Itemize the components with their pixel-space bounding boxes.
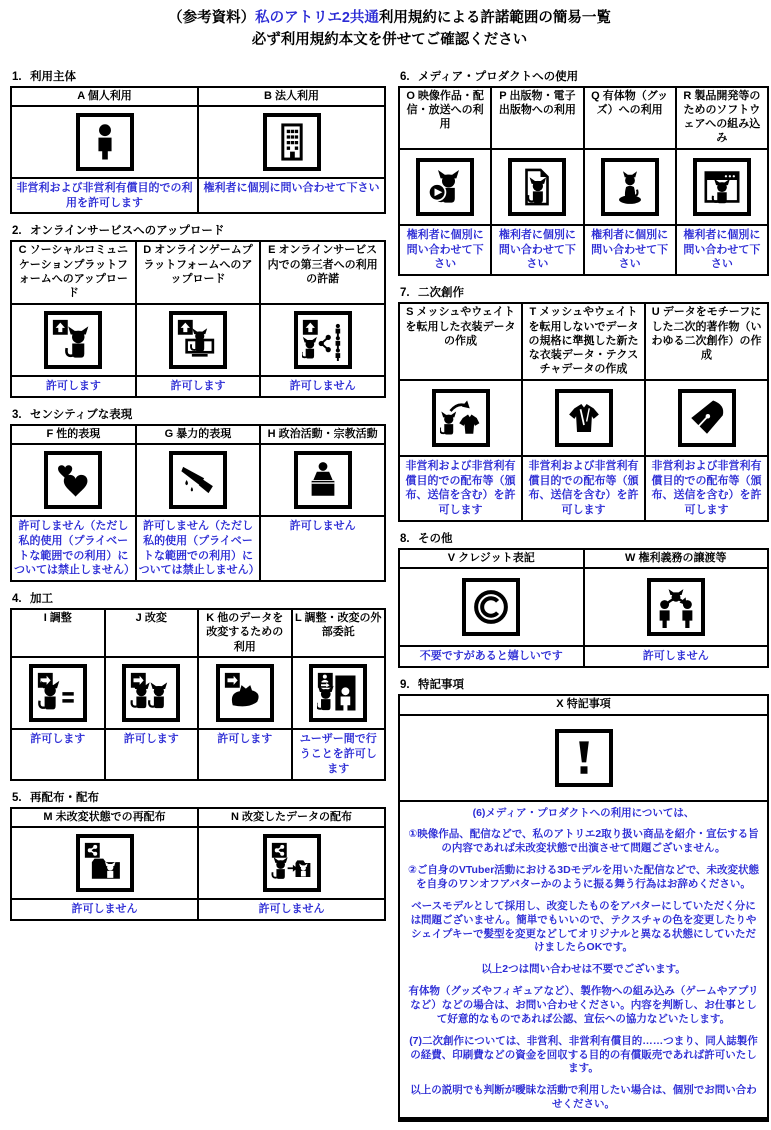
section-label-s4: [12, 590, 386, 606]
section-number: 1.: [12, 70, 22, 83]
icon-row: [11, 444, 385, 516]
icon-frame: [122, 664, 180, 722]
cell-icon-A: [11, 106, 198, 178]
icon-frame: [169, 311, 227, 369]
credit-icon: [470, 586, 512, 628]
goods-icon: [609, 166, 651, 208]
section-title: 利用主体: [30, 70, 76, 83]
software-icon: [701, 166, 743, 208]
video-icon: [424, 166, 466, 208]
icon-frame: [76, 113, 134, 171]
cell-icon-C: [11, 304, 136, 376]
matrix-s3: [10, 424, 386, 583]
section-number: 8.: [400, 533, 410, 546]
note-paragraph: (6)メディア・プロダクトへの利用については、: [472, 806, 695, 819]
icon-frame: [44, 311, 102, 369]
cell-status-I: 許可します: [11, 729, 105, 780]
cell-header-B: B 法人利用: [198, 87, 385, 106]
section-s6: [398, 68, 769, 277]
section-title: メディア・プロダクトへの使用: [418, 70, 579, 83]
section-title: センシティブな表現: [30, 408, 133, 421]
outsource-icon: [317, 672, 359, 714]
icon-frame: [601, 158, 659, 216]
section-number: 5.: [12, 791, 22, 804]
icon-frame: [462, 578, 520, 636]
cell-header-M: M 未改変状態での再配布: [11, 808, 198, 827]
icon-row: [11, 827, 385, 899]
header-row: [399, 303, 768, 379]
two-column-layout: [10, 68, 769, 1130]
section-label-s2: [12, 222, 386, 238]
section-title: 二次創作: [418, 287, 464, 300]
note-paragraph: 以上2つは問い合わせは不要でございます。: [481, 963, 686, 976]
cell-header-D: D オンラインゲームプラットフォームへのアップロード: [136, 241, 261, 303]
note-paragraph: ベースモデルとして採用し、改変したものをアバターにしていただく分には問題ございません。簡単でもいいので、テクスチャの色を変更したりやシェイプキーで髪型を変更などしてオリジナルと異なる状態にしていただけましたらOKです。: [410, 899, 757, 954]
title-prefix: （参考資料）: [168, 10, 256, 26]
title-subtitle: 必ず利用規約本文を併せてご確認ください: [251, 31, 528, 48]
notes-icon: [563, 737, 605, 779]
matrix-s9: [398, 694, 769, 1122]
section-title: 加工: [30, 593, 53, 606]
section-number: 7.: [400, 287, 410, 300]
sexual-icon: [52, 459, 94, 501]
upload-service-icon: [302, 319, 344, 361]
status-row: [11, 516, 385, 581]
cell-header-K: K 他のデータを改変するための利用: [198, 609, 292, 657]
cell-icon-S: [399, 380, 522, 456]
header-row: [11, 87, 385, 106]
cell-icon-J: [105, 657, 199, 729]
cell-status-O: 権利者に個別に問い合わせて下さい: [399, 225, 491, 276]
header-row: [399, 695, 768, 714]
section-s1: [10, 68, 386, 215]
status-row: [11, 376, 385, 397]
cell-icon-U: [645, 380, 768, 456]
status-row: [11, 729, 385, 780]
modify-others-icon: [224, 672, 266, 714]
header-row: [11, 808, 385, 827]
upload-game-icon: [177, 319, 219, 361]
icon-row: [399, 715, 768, 801]
section-s3: [10, 406, 386, 583]
cell-icon-W: [584, 568, 769, 646]
title-brand: 私のアトリエ2共通: [255, 10, 379, 26]
matrix-s8: [398, 548, 769, 668]
derivative-icon: [686, 397, 728, 439]
status-row: [399, 225, 768, 276]
section-title: その他: [418, 533, 453, 546]
cell-header-E: E オンラインサービス内での第三者への利用の許諾: [260, 241, 385, 303]
icon-frame: [29, 664, 87, 722]
cell-header-U: U データをモチーフにした二次的著作物（いわゆる二次創作）の作成: [645, 303, 768, 379]
costume-new-icon: [563, 397, 605, 439]
section-label-s6: [400, 68, 769, 84]
cell-status-E: 許可しません: [260, 376, 385, 397]
section-s7: [398, 284, 769, 522]
icon-frame: [169, 451, 227, 509]
adjust-icon: [37, 672, 79, 714]
icon-frame: [693, 158, 751, 216]
icon-row: [399, 380, 768, 456]
note-paragraph: ①映像作品、配信などで、私のアトリエ2取り扱い商品を紹介・宣伝する旨の内容であれば未改変状態で出演させて問題ございません。: [408, 828, 759, 855]
page-title: [10, 8, 769, 52]
cell-icon-G: [136, 444, 261, 516]
section-label-s9: [400, 676, 769, 692]
section-label-s5: [12, 789, 386, 805]
cell-icon-K: [198, 657, 292, 729]
cell-icon-V: [399, 568, 584, 646]
cell-icon-R: [676, 149, 768, 225]
violence-icon: [177, 459, 219, 501]
icon-frame: [555, 389, 613, 447]
icon-row: [399, 568, 768, 646]
left-column: [10, 68, 386, 929]
icon-frame: [508, 158, 566, 216]
notes-cell: [399, 801, 768, 1120]
status-row: [11, 899, 385, 920]
icon-frame: [309, 664, 367, 722]
cell-icon-O: [399, 149, 491, 225]
cell-header-O: O 映像作品・配信・放送への利用: [399, 87, 491, 149]
cell-header-F: F 性的表現: [11, 425, 136, 444]
cell-header-L: L 調整・改変の外部委託: [292, 609, 386, 657]
cell-status-U: 非営利および非営利有償目的での配布等（頒布、送信を含む）を許可します: [645, 456, 768, 521]
person-icon: [84, 121, 126, 163]
cell-icon-P: [491, 149, 583, 225]
cell-header-I: I 調整: [11, 609, 105, 657]
section-label-s3: [12, 406, 386, 422]
icon-frame: [263, 834, 321, 892]
cell-header-P: P 出版物・電子出版物への利用: [491, 87, 583, 149]
matrix-s1: [10, 86, 386, 215]
building-icon: [271, 121, 313, 163]
note-paragraph: ②ご自身のVTuber活動における3Dモデルを用いた配信などで、未改変状態を自身のワンオフアバターかのように振る舞う行為はお辞めください。: [408, 864, 759, 890]
section-title: 再配布・配布: [30, 791, 99, 804]
section-label-s7: [400, 284, 769, 300]
section-title: 特記事項: [418, 679, 464, 692]
cell-status-R: 権利者に個別に問い合わせて下さい: [676, 225, 768, 276]
cell-header-X: X 特記事項: [399, 695, 768, 714]
publication-icon: [516, 166, 558, 208]
cell-header-G: G 暴力的表現: [136, 425, 261, 444]
matrix-s7: [398, 302, 769, 522]
cell-header-T: T メッシュやウェイトを転用しないでデータの規格に準拠した新たな衣装データ・テクスチャデータの作成: [522, 303, 645, 379]
section-s4: [10, 590, 386, 780]
modify-icon: [130, 672, 172, 714]
icon-frame: [647, 578, 705, 636]
cell-status-T: 非営利および非営利有償目的での配布等（頒布、送信を含む）を許可します: [522, 456, 645, 521]
header-row: [399, 549, 768, 568]
icon-frame: [44, 451, 102, 509]
notes-row: [399, 801, 768, 1120]
header-row: [11, 425, 385, 444]
politics-icon: [302, 459, 344, 501]
cell-icon-E: [260, 304, 385, 376]
icon-frame: [263, 113, 321, 171]
cell-status-L: ユーザー間で行うことを許可します: [292, 729, 386, 780]
redistribute-icon: [84, 842, 126, 884]
icon-frame: [678, 389, 736, 447]
cell-status-B: 権利者に個別に問い合わせて下さい: [198, 178, 385, 214]
section-s2: [10, 222, 386, 397]
cell-status-V: 不要ですがあると嬉しいです: [399, 646, 584, 667]
section-number: 3.: [12, 408, 22, 421]
matrix-s2: [10, 240, 386, 397]
cell-icon-L: [292, 657, 386, 729]
cell-icon-F: [11, 444, 136, 516]
note-paragraph: 有体物（グッズやフィギュアなど）、製作物への組み込み（ゲームやアプリなど）などの場合は、お問い合わせください。内容を判断し、お仕事として好意的なものであれば公認、宣伝への協力などいたします。: [408, 985, 759, 1025]
title-suffix: 利用規約による許諾範囲の簡易一覧: [378, 10, 611, 26]
cell-status-N: 許可しません: [198, 899, 385, 920]
status-row: [399, 646, 768, 667]
upload-social-icon: [52, 319, 94, 361]
matrix-s5: [10, 807, 386, 921]
cell-status-A: 非営利および非営利有償目的での利用を許可します: [11, 178, 198, 214]
section-s8: [398, 530, 769, 668]
section-number: 6.: [400, 70, 410, 83]
transfer-icon: [655, 586, 697, 628]
right-column: [398, 68, 769, 1130]
cell-icon-Q: [584, 149, 676, 225]
costume-reuse-icon: [440, 397, 482, 439]
icon-frame: [294, 451, 352, 509]
cell-header-S: S メッシュやウェイトを転用した衣装データの作成: [399, 303, 522, 379]
cell-header-Q: Q 有体物（グッズ）への利用: [584, 87, 676, 149]
matrix-s6: [398, 86, 769, 277]
cell-status-H: 許可しません: [260, 516, 385, 581]
cell-status-S: 非営利および非営利有償目的での配布等（頒布、送信を含む）を許可します: [399, 456, 522, 521]
icon-frame: [294, 311, 352, 369]
section-number: 9.: [400, 679, 410, 692]
icon-frame: [555, 729, 613, 787]
cell-icon-I: [11, 657, 105, 729]
cell-status-P: 権利者に個別に問い合わせて下さい: [491, 225, 583, 276]
icon-row: [11, 106, 385, 178]
section-number: 4.: [12, 593, 22, 606]
status-row: [11, 178, 385, 214]
cell-header-H: H 政治活動・宗教活動: [260, 425, 385, 444]
header-row: [11, 609, 385, 657]
cell-icon-M: [11, 827, 198, 899]
section-s9: [398, 676, 769, 1122]
cell-icon-D: [136, 304, 261, 376]
cell-header-N: N 改変したデータの配布: [198, 808, 385, 827]
cell-icon-H: [260, 444, 385, 516]
cell-icon-N: [198, 827, 385, 899]
matrix-s4: [10, 608, 386, 780]
title-line1: [10, 8, 769, 30]
cell-header-J: J 改変: [105, 609, 199, 657]
header-row: [11, 241, 385, 303]
cell-status-M: 許可しません: [11, 899, 198, 920]
icon-row: [11, 657, 385, 729]
section-number: 2.: [12, 225, 22, 238]
cell-header-R: R 製品開発等のためのソフトウェアへの組み込み: [676, 87, 768, 149]
cell-status-C: 許可します: [11, 376, 136, 397]
cell-status-D: 許可します: [136, 376, 261, 397]
status-row: [399, 456, 768, 521]
cell-icon-X: [399, 715, 768, 801]
section-s5: [10, 789, 386, 921]
cell-status-F: 許可しません（ただし私的使用（プライベートな範囲での利用）については禁止しません）: [11, 516, 136, 581]
cell-status-Q: 権利者に個別に問い合わせて下さい: [584, 225, 676, 276]
header-row: [399, 87, 768, 149]
icon-frame: [216, 664, 274, 722]
section-label-s8: [400, 530, 769, 546]
icon-frame: [432, 389, 490, 447]
cell-header-C: C ソーシャルコミュニケーションプラットフォームへのアップロード: [11, 241, 136, 303]
cell-header-V: V クレジット表記: [399, 549, 584, 568]
section-title: オンラインサービスへのアップロード: [30, 225, 225, 238]
icon-frame: [76, 834, 134, 892]
cell-icon-B: [198, 106, 385, 178]
cell-header-A: A 個人利用: [11, 87, 198, 106]
icon-row: [399, 149, 768, 225]
cell-status-W: 許可しません: [584, 646, 769, 667]
cell-header-W: W 権利義務の譲渡等: [584, 549, 769, 568]
note-paragraph: 以上の説明でも判断が曖昧な活動で利用したい場合は、個別でお問い合わせください。: [410, 1084, 757, 1111]
note-paragraph: (7)二次創作については、非営利、非営利有償目的……つまり、同人誌製作の経費、印刷費などの資金を回収する目的の有償販売であれば許可いたします。: [409, 1034, 758, 1075]
cell-icon-T: [522, 380, 645, 456]
icon-row: [11, 304, 385, 376]
cell-status-K: 許可します: [198, 729, 292, 780]
icon-frame: [416, 158, 474, 216]
distribute-modified-icon: [271, 842, 313, 884]
cell-status-G: 許可しません（ただし私的使用（プライベートな範囲での利用）については禁止しません）: [136, 516, 261, 581]
cell-status-J: 許可します: [105, 729, 199, 780]
section-label-s1: [12, 68, 386, 84]
